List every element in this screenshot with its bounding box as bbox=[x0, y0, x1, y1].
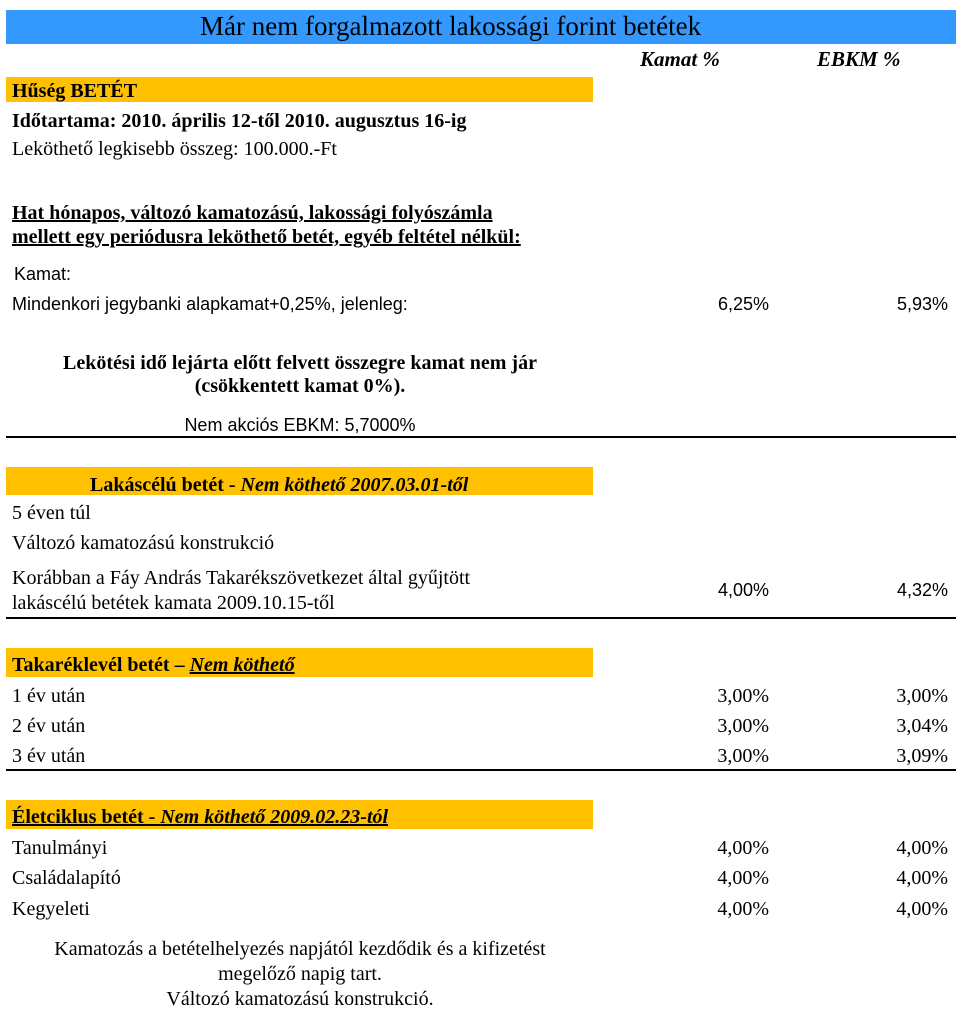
page-title: Már nem forgalmazott lakossági forint betétek bbox=[200, 11, 702, 41]
list-item-label: 3 év után bbox=[12, 745, 86, 767]
lakascelu-line1: 5 éven túl bbox=[12, 502, 91, 524]
list-item-label: Tanulmányi bbox=[12, 837, 108, 859]
section-heading-huseg: Hűség BETÉT bbox=[12, 80, 138, 102]
divider bbox=[6, 436, 956, 438]
column-header-kamat: Kamat % bbox=[640, 47, 720, 71]
eletciklus-footer-line2: megelőző napig tart. bbox=[218, 963, 382, 985]
list-item-kamat: 3,00% bbox=[717, 685, 769, 707]
section-heading-lakascelu bbox=[90, 473, 468, 497]
lakascelu-rate-kamat: 4,00% bbox=[717, 580, 769, 600]
lakascelu-heading-italic: Nem köthető 2007.03.01-től bbox=[240, 474, 469, 496]
takareklevel-heading-italic: Nem köthető bbox=[189, 654, 295, 676]
list-item-kamat: 3,00% bbox=[717, 715, 769, 737]
huseg-non-promo-ebkm: Nem akciós EBKM: 5,7000% bbox=[184, 415, 416, 435]
list-item-label: 2 év után bbox=[12, 715, 86, 737]
huseg-min-amount: Leköthető legkisebb összeg: 100.000.-Ft bbox=[12, 138, 337, 160]
huseg-note-line2: (csökkentett kamat 0%). bbox=[194, 375, 406, 397]
lakascelu-heading-bold: Lakáscélú betét - bbox=[90, 474, 241, 496]
eletciklus-heading-bold: Életciklus betét - bbox=[12, 806, 161, 828]
eletciklus-heading-italic: Nem köthető 2009.02.23-tól bbox=[160, 806, 389, 828]
huseg-duration: Időtartama: 2010. április 12-től 2010. augusztus 16-ig bbox=[12, 110, 467, 132]
huseg-desc-line2: mellett egy periódusra leköthető betét, egyéb feltétel nélkül: bbox=[12, 226, 521, 248]
huseg-rate-kamat: 6,25% bbox=[717, 294, 769, 314]
list-item-ebkm: 3,04% bbox=[896, 715, 948, 737]
list-item-ebkm: 4,00% bbox=[896, 867, 948, 889]
list-item-label: 1 év után bbox=[12, 685, 86, 707]
lakascelu-line2: Változó kamatozású konstrukció bbox=[12, 532, 275, 554]
lakascelu-rate-ebkm: 4,32% bbox=[896, 580, 948, 600]
lakascelu-line4: lakáscélú betétek kamata 2009.10.15-től bbox=[12, 592, 335, 614]
huseg-desc-line1: Hat hónapos, változó kamatozású, lakossági folyószámla bbox=[12, 202, 493, 224]
list-item-ebkm: 3,00% bbox=[896, 685, 948, 707]
list-item-kamat: 4,00% bbox=[717, 898, 769, 920]
takareklevel-heading-bold: Takaréklevél betét – bbox=[12, 654, 190, 676]
list-item-kamat: 4,00% bbox=[717, 837, 769, 859]
list-item-ebkm: 3,09% bbox=[896, 745, 948, 767]
divider bbox=[6, 769, 956, 771]
lakascelu-line3: Korábban a Fáy András Takarékszövetkezet által gyűjtött bbox=[12, 567, 471, 589]
list-item-kamat: 3,00% bbox=[717, 745, 769, 767]
list-item-ebkm: 4,00% bbox=[896, 898, 948, 920]
section-heading-takareklevel bbox=[12, 653, 295, 677]
list-item-kamat: 4,00% bbox=[717, 867, 769, 889]
huseg-rate-ebkm: 5,93% bbox=[896, 294, 948, 314]
column-header-ebkm: EBKM % bbox=[817, 47, 901, 71]
section-heading-eletciklus bbox=[12, 805, 388, 829]
eletciklus-footer-line3: Változó kamatozású konstrukció. bbox=[166, 988, 434, 1010]
list-item-label: Kegyeleti bbox=[12, 898, 90, 920]
huseg-kamat-label: Kamat: bbox=[14, 264, 72, 284]
eletciklus-footer-line1: Kamatozás a betételhelyezés napjától kezdődik és a kifizetést bbox=[54, 938, 546, 960]
huseg-rate-text: Mindenkori jegybanki alapkamat+0,25%, jelenleg: bbox=[12, 294, 408, 314]
divider bbox=[6, 617, 956, 619]
list-item-label: Családalapító bbox=[12, 867, 121, 889]
huseg-note-line1: Lekötési idő lejárta előtt felvett összegre kamat nem jár bbox=[63, 352, 537, 374]
list-item-ebkm: 4,00% bbox=[896, 837, 948, 859]
